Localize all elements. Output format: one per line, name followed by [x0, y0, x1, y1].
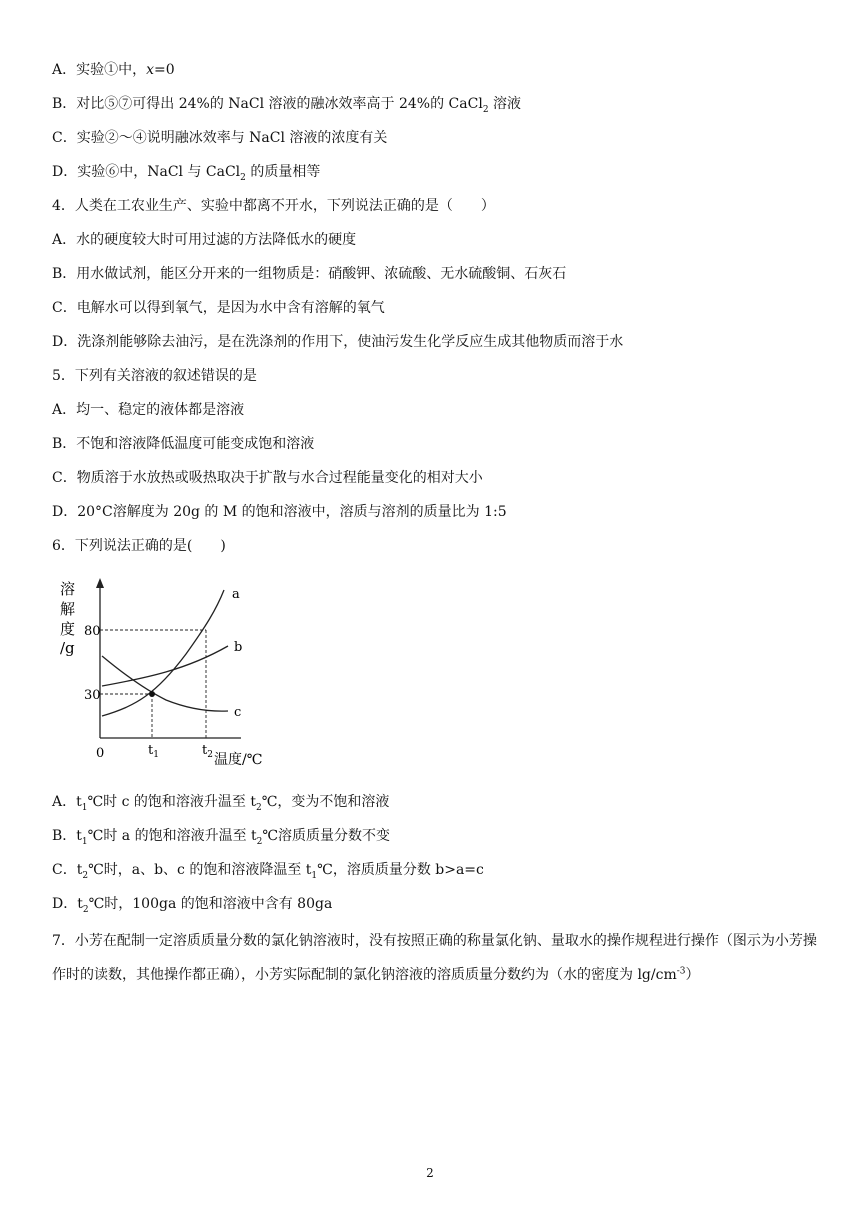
- origin-label: 0: [96, 746, 105, 761]
- text-line: D．20°C溶解度为 20g 的 M 的饱和溶液中，溶质与溶剂的质量比为 1:5: [52, 504, 507, 520]
- curve-label-a: a: [232, 587, 240, 602]
- option-line: C．$t_2℃$时，a、b、c 的饱和溶液降温至 $t_1℃$，溶质质量分数 b>a=c: [52, 862, 484, 881]
- text-line: B．对比⑤⑦可得出 24%的 NaCl 溶液的融冰效率高于 24%的 CaCl$_2$ 溶液: [52, 96, 521, 115]
- ylabel-3: 度: [60, 620, 76, 638]
- intersection-point: [149, 691, 155, 697]
- curve-b: [102, 646, 228, 686]
- ylabel-1: 溶: [60, 580, 76, 598]
- xlabel: 温度/℃: [214, 752, 263, 768]
- option-line: B．$t_1℃$时 a 的饱和溶液升温至 $t_2℃$溶质质量分数不变: [52, 828, 391, 847]
- text-line: 6．下列说法正确的是( ): [52, 538, 226, 554]
- option-line: D．$t_2℃$时，100ga 的饱和溶液中含有 80ga: [52, 896, 333, 915]
- curve-c: [102, 656, 228, 711]
- y-axis-arrow: [96, 578, 104, 588]
- text-line: 5．下列有关溶液的叙述错误的是: [52, 368, 257, 384]
- text-line: A．水的硬度较大时可用过滤的方法降低水的硬度: [52, 232, 357, 248]
- text-line: D．实验⑥中，NaCl 与 CaCl$_2$ 的质量相等: [52, 164, 321, 183]
- text-line: C．电解水可以得到氧气，是因为水中含有溶解的氧气: [52, 300, 385, 316]
- x-tick-t2: $t_2$: [202, 743, 213, 760]
- y-tick-80: 80: [84, 624, 101, 639]
- text-line: D．洗涤剂能够除去油污，是在洗涤剂的作用下，使油污发生化学反应生成其他物质而溶于水: [52, 334, 624, 350]
- curve-label-b: b: [234, 640, 243, 655]
- text-line: C．实验②～④说明融冰效率与 NaCl 溶液的浓度有关: [52, 130, 388, 146]
- text-line: C．物质溶于水放热或吸热取决于扩散与水合过程能量变化的相对大小: [52, 470, 483, 486]
- question-7: 7．小芳在配制一定溶质质量分数的氯化钠溶液时，没有按照正确的称量氯化钠、量取水的操作规程进行操作（图示为小芳操作时的读数，其他操作都正确），小芳实际配制的氯化钠溶液的溶质质量分数约为（水的密度为 $\lg/cm^{-3}$）: [52, 933, 817, 983]
- option-line: A．$t_1℃$时 c 的饱和溶液升温至 $t_2℃$，变为不饱和溶液: [52, 794, 390, 813]
- solubility-chart: [56, 574, 263, 774]
- x-tick-t1: $t_1$: [148, 743, 159, 760]
- text-line: A．实验①中，x=0: [52, 62, 175, 78]
- text-line: A．均一、稳定的液体都是溶液: [52, 402, 245, 418]
- text-line: B．不饱和溶液降低温度可能变成饱和溶液: [52, 436, 315, 452]
- text-line: 4．人类在工农业生产、实验中都离不开水，下列说法正确的是（ ）: [52, 198, 495, 214]
- page-number: 2: [426, 1166, 434, 1180]
- ylabel-4: /g: [60, 639, 75, 657]
- y-tick-30: 30: [84, 688, 101, 703]
- curve-label-c: c: [234, 705, 242, 720]
- text-line: B．用水做试剂，能区分开来的一组物质是：硝酸钾、浓硫酸、无水硫酸铜、石灰石: [52, 266, 567, 282]
- ylabel-2: 解: [60, 600, 76, 618]
